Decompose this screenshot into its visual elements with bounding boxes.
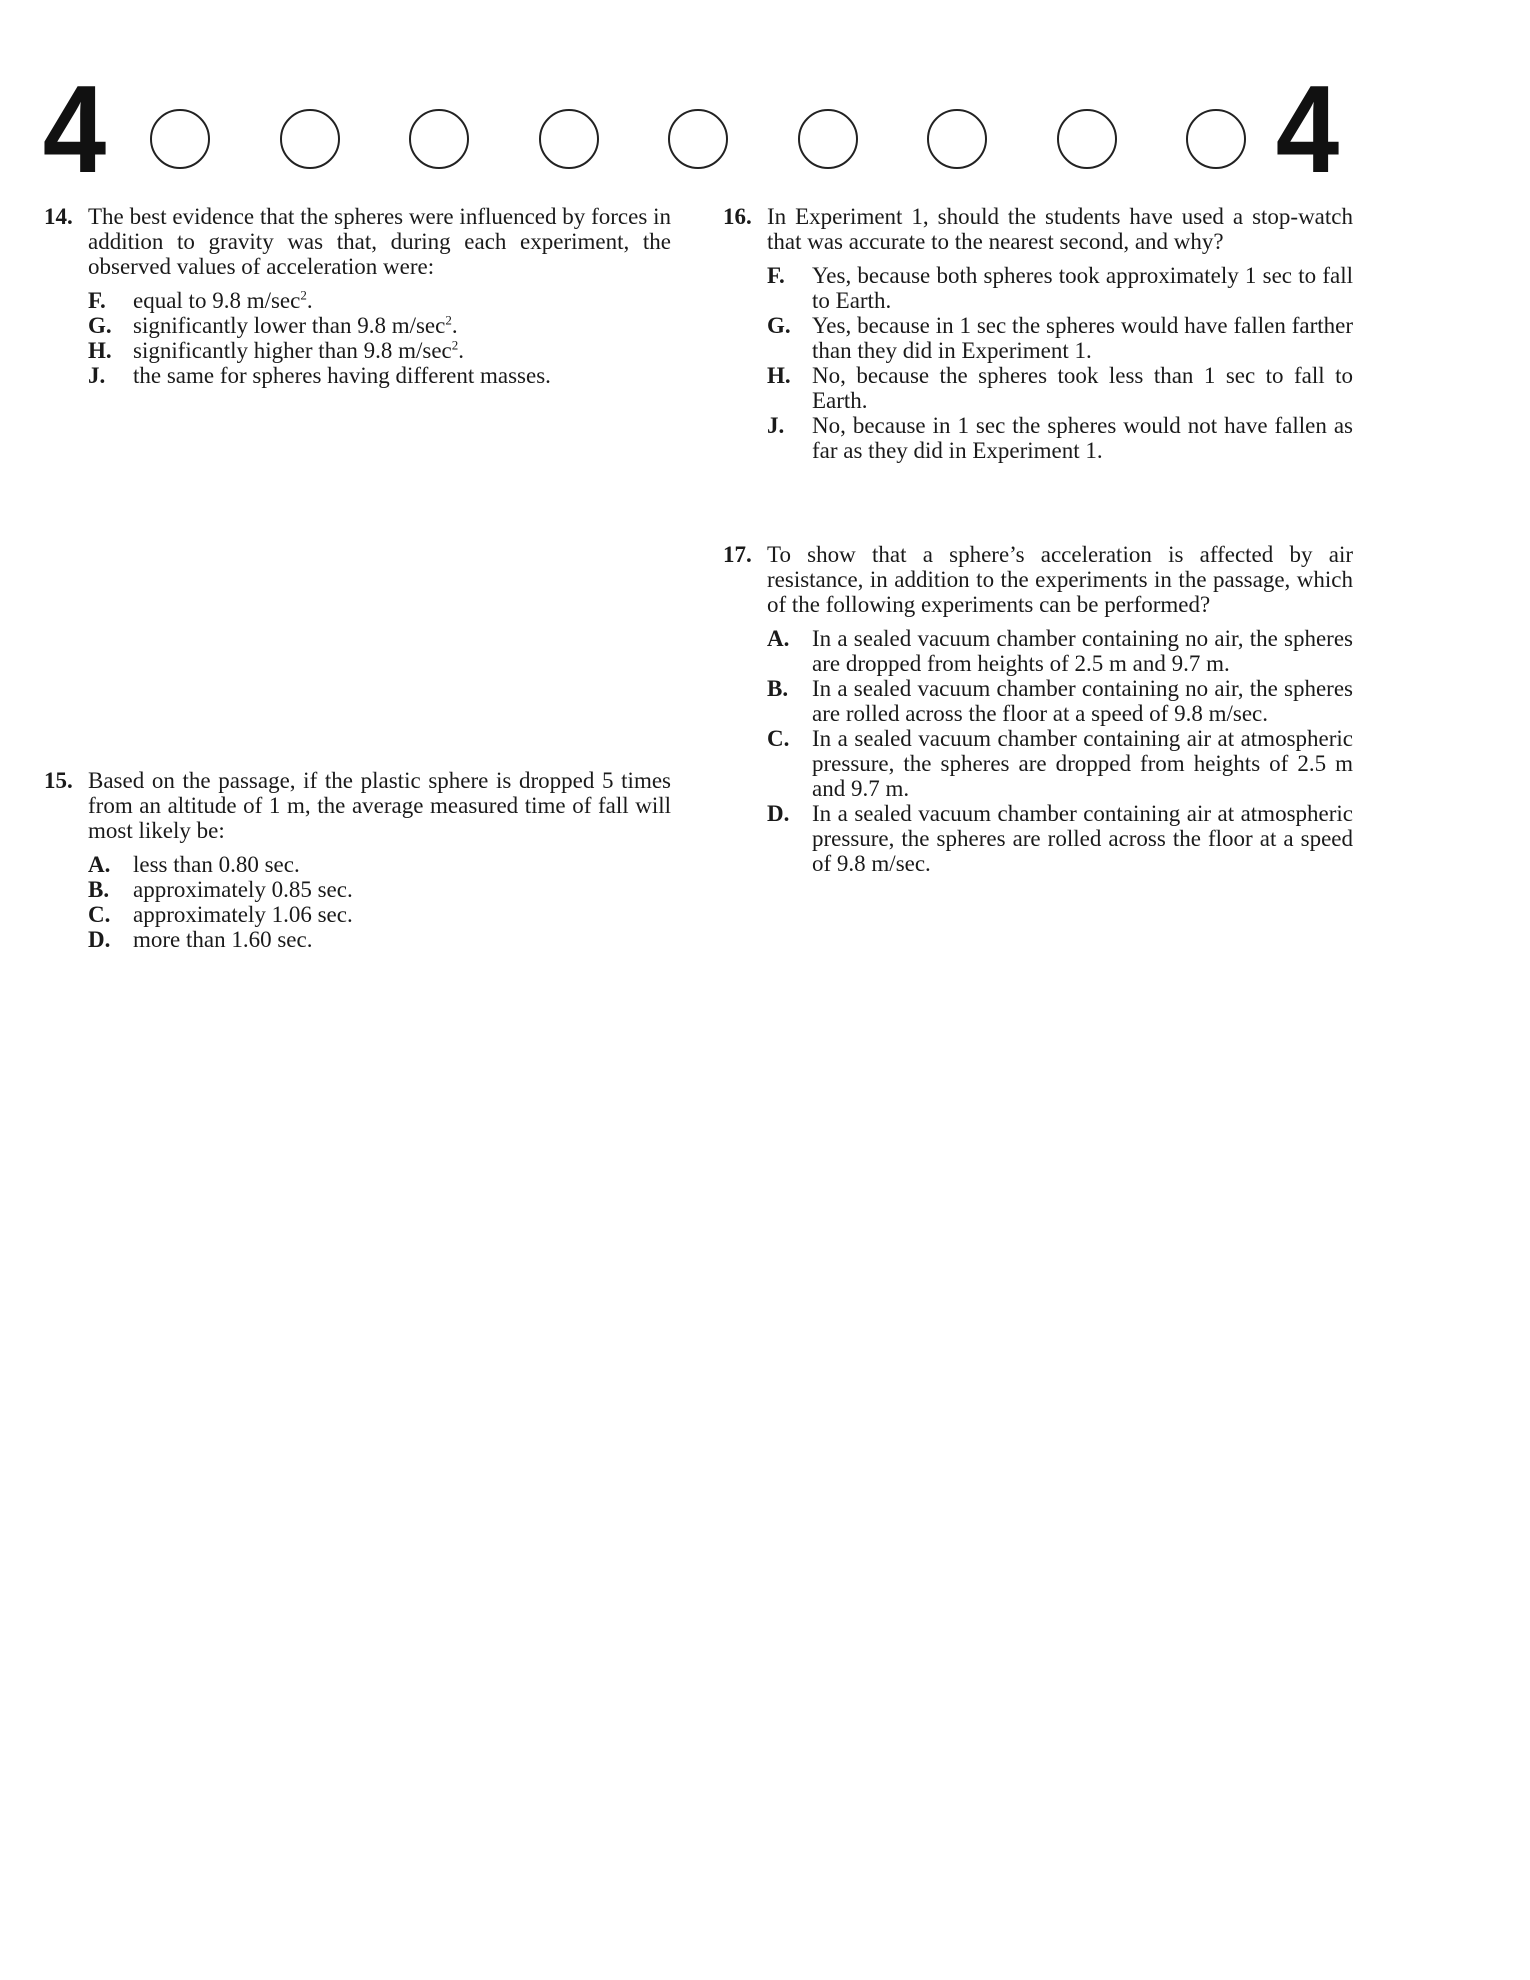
answer-option-a[interactable] (88, 852, 671, 877)
answer-option-j[interactable] (88, 363, 671, 388)
option-letter: J. (88, 363, 106, 388)
section-number-right: 4 (1275, 61, 1340, 199)
option-tail: . (306, 288, 313, 313)
option-text: significantly higher than 9.8 m/sec (133, 338, 452, 363)
answer-option-c[interactable] (88, 902, 671, 927)
header-circle (539, 109, 599, 169)
answer-options (767, 263, 1353, 463)
option-tail: . (458, 338, 464, 363)
option-superscript: 2 (300, 287, 307, 303)
option-letter: G. (88, 313, 112, 338)
option-text: No, because the spheres took less than 1 sec to fall to Earth. (812, 363, 1353, 413)
question-number: 14. (44, 204, 73, 229)
answer-option-g[interactable] (88, 313, 671, 338)
header-circle (280, 109, 340, 169)
answer-option-c[interactable] (767, 726, 1353, 801)
option-letter: H. (767, 363, 791, 388)
header-circle (798, 109, 858, 169)
option-letter: G. (767, 313, 791, 338)
option-text: approximately 0.85 sec. (133, 877, 353, 902)
question-number: 17. (723, 542, 752, 567)
option-letter: D. (88, 927, 111, 952)
option-text: more than 1.60 sec. (133, 927, 313, 952)
answer-option-h[interactable] (88, 338, 671, 363)
question-stem: Based on the passage, if the plastic sphere is dropped 5 times from an altitude of 1 m, the average measured time of fall will most likely be: (88, 768, 671, 843)
option-text: the same for spheres having different masses. (133, 363, 551, 388)
question-15 (44, 768, 671, 952)
header-circle (927, 109, 987, 169)
answer-option-b[interactable] (767, 676, 1353, 726)
option-text: In a sealed vacuum chamber containing no air, the spheres are dropped from heights of 2.5 m and 9.7 m. (812, 626, 1353, 676)
option-text: significantly lower than 9.8 m/sec (133, 313, 446, 338)
option-letter: C. (767, 726, 790, 751)
answer-options (88, 288, 671, 388)
answer-option-f[interactable] (767, 263, 1353, 313)
question-number: 15. (44, 768, 73, 793)
answer-option-d[interactable] (767, 801, 1353, 876)
option-superscript: 2 (445, 312, 452, 328)
answer-option-b[interactable] (88, 877, 671, 902)
answer-option-f[interactable] (88, 288, 671, 313)
header-circle (150, 109, 210, 169)
option-tail: . (451, 313, 458, 338)
question-stem: To show that a sphere’s acceleration is affected by air resistance, in addition to the experiments in the passage, which of the following experiments can be performed? (767, 542, 1353, 617)
answer-options (88, 852, 671, 952)
header-circle (668, 109, 728, 169)
option-letter: D. (767, 801, 790, 826)
answer-option-a[interactable] (767, 626, 1353, 676)
answer-option-h[interactable] (767, 363, 1353, 413)
option-text: less than 0.80 sec. (133, 852, 300, 877)
page-header (0, 0, 1530, 200)
option-text: Yes, because in 1 sec the spheres would have fallen farther than they did in Experiment 1. (812, 313, 1353, 363)
question-stem: In Experiment 1, should the students have used a stop-watch that was accurate to the nearest second, and why? (767, 204, 1353, 254)
option-letter: J. (767, 413, 785, 438)
question-number: 16. (723, 204, 752, 229)
header-circle (409, 109, 469, 169)
option-text: Yes, because both spheres took approximately 1 sec to fall to Earth. (812, 263, 1353, 313)
header-circle (1057, 109, 1117, 169)
option-letter: F. (767, 263, 785, 288)
question-17 (723, 542, 1353, 876)
option-letter: H. (88, 338, 112, 363)
answer-option-g[interactable] (767, 313, 1353, 363)
option-letter: A. (767, 626, 790, 651)
option-text: In a sealed vacuum chamber containing air at atmospheric pressure, the spheres are dropped from heights of 2.5 m and 9.7 m. (812, 726, 1353, 801)
option-text: approximately 1.06 sec. (133, 902, 353, 927)
answer-option-j[interactable] (767, 413, 1353, 463)
question-14 (44, 204, 671, 388)
option-text: No, because in 1 sec the spheres would not have fallen as far as they did in Experiment 1. (812, 413, 1353, 463)
option-text: equal to 9.8 m/sec (133, 288, 301, 313)
option-text: In a sealed vacuum chamber containing air at atmospheric pressure, the spheres are rolled across the floor at a speed of 9.8 m/sec. (812, 801, 1353, 876)
option-text: In a sealed vacuum chamber containing no air, the spheres are rolled across the floor at a speed of 9.8 m/sec. (812, 676, 1353, 726)
option-letter: C. (88, 902, 111, 927)
header-circle (1186, 109, 1246, 169)
question-stem: The best evidence that the spheres were influenced by forces in addition to gravity was that, during each experiment, the observed values of acceleration were: (88, 204, 671, 279)
option-superscript: 2 (451, 337, 459, 353)
option-letter: B. (767, 676, 789, 701)
answer-options (767, 626, 1353, 876)
answer-option-d[interactable] (88, 927, 671, 952)
option-letter: A. (88, 852, 111, 877)
section-number-left: 4 (42, 61, 107, 199)
question-16 (723, 204, 1353, 463)
option-letter: F. (88, 288, 106, 313)
option-letter: B. (88, 877, 110, 902)
